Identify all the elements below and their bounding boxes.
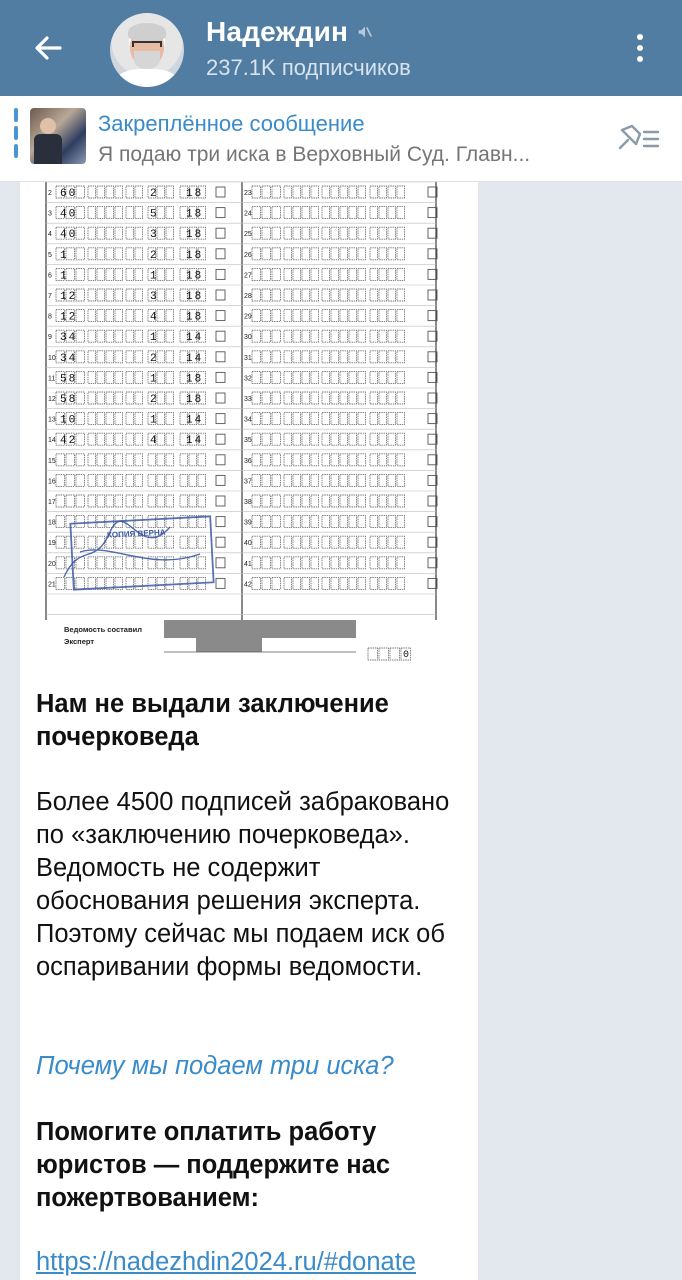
row-number: 34 <box>244 416 252 424</box>
cell-value: 18 <box>186 394 204 406</box>
row-number: 25 <box>244 231 252 239</box>
cell-value: 34 <box>60 352 78 365</box>
row-number: 16 <box>48 478 56 486</box>
cell-value: 14 <box>186 435 204 448</box>
cell-value: 2 <box>150 352 157 365</box>
cell-value: 4 <box>150 435 157 448</box>
pinned-title: Закреплённое сообщение <box>98 111 365 136</box>
row-number: 9 <box>48 334 52 342</box>
arrow-left-icon <box>32 32 64 64</box>
pinned-thumbnail <box>30 108 86 164</box>
row-number: 38 <box>244 499 252 506</box>
row-number: 2 <box>48 190 52 197</box>
redaction-bar <box>196 638 262 652</box>
donate-link[interactable]: https://nadezhdin2024.ru/#donate <box>36 1248 416 1276</box>
cell-value: 1 <box>60 249 69 262</box>
pin-list-icon[interactable] <box>614 120 662 156</box>
row-number: 39 <box>244 519 252 527</box>
cell-value: 18 <box>186 229 204 242</box>
row-number: 41 <box>244 560 252 568</box>
redaction-bar <box>164 620 356 638</box>
row-number: 5 <box>48 251 52 259</box>
cell-value: 60 <box>60 188 78 200</box>
cell-value: 58 <box>60 394 78 406</box>
row-number: 27 <box>244 272 252 280</box>
row-number: 28 <box>244 293 252 300</box>
row-number: 26 <box>244 251 252 259</box>
cell-value: 12 <box>60 311 78 324</box>
cell-value: 14 <box>186 332 204 345</box>
cell-value: 3 <box>150 229 157 242</box>
row-number: 8 <box>48 313 52 321</box>
cell-value: 3 <box>150 291 157 303</box>
cell-value: 18 <box>186 291 204 303</box>
channel-name: Надеждин <box>206 16 349 47</box>
signature-sheet-image <box>20 182 478 672</box>
cell-value: 4 <box>150 311 157 324</box>
row-number: 24 <box>244 210 252 218</box>
pinned-message-bar[interactable] <box>0 96 682 182</box>
row-number: 12 <box>48 396 56 403</box>
cell-value: 40 <box>60 208 78 221</box>
row-number: 18 <box>48 519 56 527</box>
row-number: 11 <box>48 375 56 383</box>
cell-value: 18 <box>186 188 204 200</box>
row-number: 13 <box>48 416 56 424</box>
row-number: 30 <box>244 334 252 342</box>
row-number: 29 <box>244 313 252 321</box>
cell-value: 2 <box>150 188 157 200</box>
row-number: 32 <box>244 375 252 383</box>
row-number: 42 <box>244 581 252 589</box>
row-number: 31 <box>244 354 252 362</box>
cell-value: 18 <box>186 270 204 283</box>
mute-icon <box>356 23 374 41</box>
back-button[interactable] <box>24 24 72 72</box>
cell-value: 1 <box>150 414 157 427</box>
cell-value: 1 <box>150 373 157 386</box>
channel-title[interactable] <box>206 16 374 48</box>
row-number: 17 <box>48 499 56 506</box>
cell-value: 14 <box>186 414 204 427</box>
row-number: 10 <box>48 354 56 362</box>
row-number: 15 <box>48 457 56 465</box>
cell-value: 34 <box>60 332 78 345</box>
why-three-lawsuits-link[interactable]: Почему мы подаем три иска? <box>36 1052 394 1080</box>
row-number: 19 <box>48 540 56 548</box>
row-number: 4 <box>48 231 52 239</box>
cell-value: 40 <box>60 229 78 242</box>
cell-value: 42 <box>60 435 78 448</box>
subscriber-count: 237.1K подписчиков <box>206 55 411 80</box>
message-bubble <box>20 182 478 1280</box>
more-menu-button[interactable] <box>620 24 660 72</box>
channel-avatar[interactable] <box>110 13 184 87</box>
cell-value: 2 <box>150 249 157 262</box>
row-number: 35 <box>244 437 252 445</box>
cell-value: 10 <box>60 414 78 427</box>
row-number: 33 <box>244 396 252 403</box>
row-number: 7 <box>48 293 52 300</box>
cell-value: 18 <box>186 311 204 324</box>
cell-value: 58 <box>60 373 78 386</box>
message-paragraph: Более 4500 подписей забраковано по «заключению почерковеда». Ведомость не содержит обоснования решения эксперта. Поэтому сейчас мы подаем иск об оспаривании формы ведомости. <box>36 788 450 981</box>
row-number: 20 <box>48 560 56 568</box>
row-number: 36 <box>244 457 252 465</box>
footer-total: 0 <box>403 650 410 661</box>
cell-value: 12 <box>60 291 78 303</box>
footer-label-expert: Эксперт <box>64 637 95 646</box>
footer-label-compiler: Ведомость составил <box>64 625 142 634</box>
pinned-preview-text: Я подаю три иска в Верховный Суд. Главн... <box>98 143 531 166</box>
cell-value: 18 <box>186 249 204 262</box>
cell-value: 18 <box>186 373 204 386</box>
cell-value: 5 <box>150 208 157 221</box>
row-number: 40 <box>244 540 252 548</box>
row-number: 21 <box>48 581 56 589</box>
stamp-text: КОПИЯ ВЕРНА <box>106 527 166 540</box>
row-number: 6 <box>48 272 52 280</box>
donation-heading: Помогите оплатить работу юристов — поддержите нас пожертвованием: <box>36 1118 390 1212</box>
row-number: 3 <box>48 210 52 218</box>
row-number: 37 <box>244 478 252 486</box>
cell-value: 14 <box>186 352 204 365</box>
row-number: 23 <box>244 190 252 197</box>
chat-header <box>0 0 682 96</box>
cell-value: 2 <box>150 394 157 406</box>
cell-value: 1 <box>60 270 69 283</box>
more-vertical-icon <box>637 34 643 40</box>
row-number: 14 <box>48 437 56 445</box>
cell-value: 1 <box>150 332 157 345</box>
cell-value: 1 <box>150 270 157 283</box>
cell-value: 18 <box>186 208 204 221</box>
document-photo[interactable] <box>20 182 478 672</box>
message-heading: Нам не выдали заключение почерковеда <box>36 690 389 751</box>
